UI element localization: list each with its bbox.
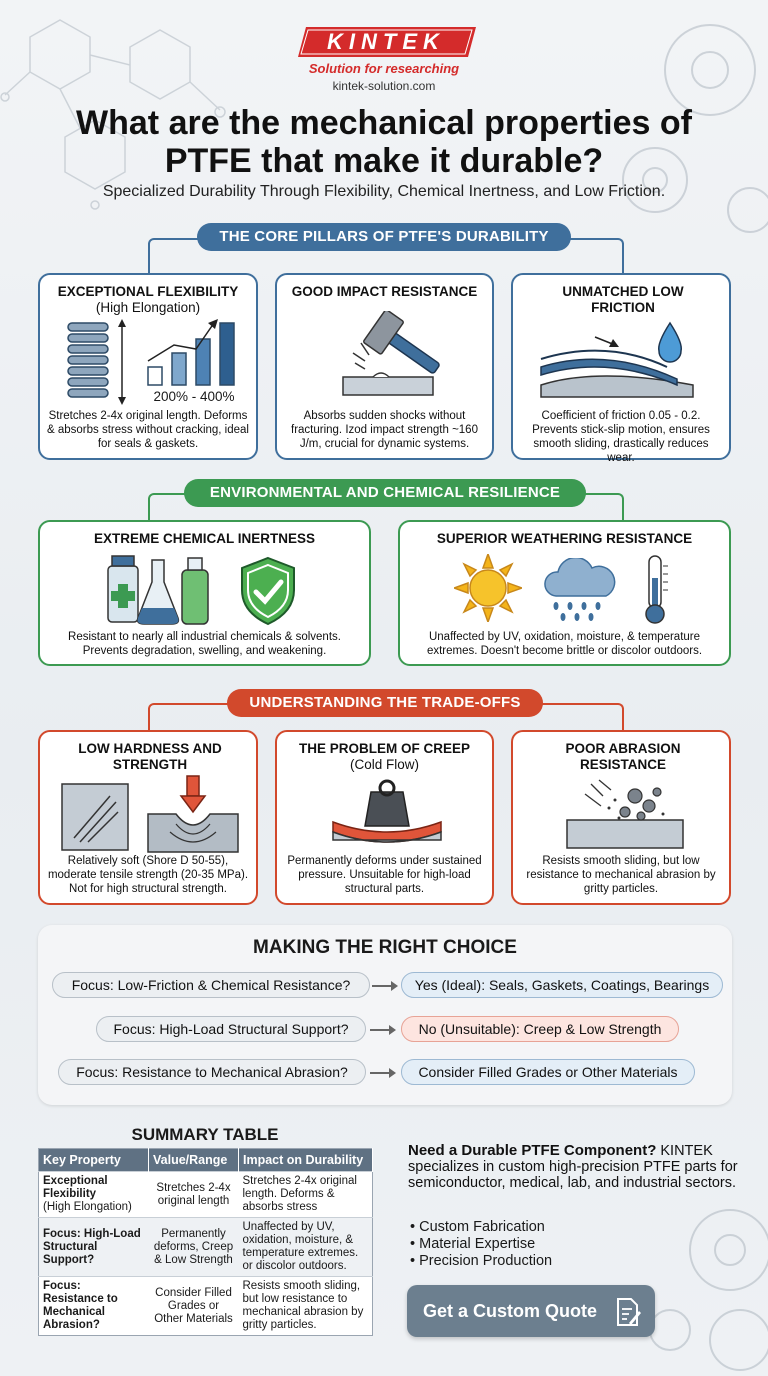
focus-pill: Focus: Resistance to Mechanical Abrasion? bbox=[58, 1059, 366, 1085]
arrow-icon bbox=[370, 1072, 394, 1074]
table-cell: Focus: High-Load Structural Support? bbox=[39, 1218, 149, 1277]
focus-pill: Focus: High-Load Structural Support? bbox=[96, 1016, 366, 1042]
gear-decoration-icon bbox=[640, 1180, 768, 1376]
website-link[interactable]: kintek-solution.com bbox=[332, 79, 436, 93]
hammer-icon bbox=[333, 311, 443, 401]
table-row bbox=[39, 1277, 373, 1336]
indent-arrow-icon bbox=[146, 774, 240, 854]
table-row bbox=[39, 1172, 373, 1218]
tagline: Solution for researching bbox=[308, 61, 460, 76]
document-edit-icon bbox=[615, 1297, 641, 1327]
spring-icon bbox=[62, 319, 132, 409]
table-cell: Focus: Resistance to Mechanical Abrasion? bbox=[39, 1277, 149, 1336]
cta-headline: Need a Durable PTFE Component? bbox=[408, 1142, 657, 1159]
table-cell: Unaffected by UV, oxidation, moisture, & temperature extremes. or discolor outdoors. bbox=[239, 1218, 373, 1277]
card-description: Resists smooth sliding, but low resistance to mechanical abrasion by gritty particles. bbox=[526, 855, 716, 895]
droplet-icon bbox=[655, 321, 685, 363]
rain-cloud-icon bbox=[542, 558, 618, 622]
table-cell: Consider Filled Grades or Other Materials bbox=[149, 1277, 239, 1336]
sun-icon bbox=[454, 554, 522, 622]
get-quote-label: Get a Custom Quote bbox=[423, 1301, 598, 1321]
card-description: Unaffected by UV, oxidation, moisture, & temperature extremes. Doesn't become brittle or discolor outdoors. bbox=[426, 631, 703, 657]
result-pill-yes: Yes (Ideal): Seals, Gaskets, Coatings, Bearings bbox=[401, 972, 723, 998]
chemical-bottles-icon bbox=[102, 554, 212, 626]
card-abrasion bbox=[511, 730, 731, 905]
result-pill-no: No (Unsuitable): Creep & Low Strength bbox=[401, 1016, 679, 1042]
card-impact bbox=[275, 273, 494, 460]
section-heading-tradeoffs: UNDERSTANDING THE TRADE-OFFS bbox=[227, 689, 543, 717]
list-item: • Material Expertise bbox=[410, 1236, 552, 1253]
card-creep bbox=[275, 730, 494, 905]
card-title: EXTREME CHEMICAL INERTNESS bbox=[93, 531, 316, 546]
card-title: LOW HARDNESS AND STRENGTH bbox=[78, 741, 222, 772]
summary-heading: SUMMARY TABLE bbox=[131, 1125, 279, 1144]
card-low-hardness bbox=[38, 730, 258, 905]
list-item: • Custom Fabrication bbox=[410, 1219, 552, 1236]
column-header: Value/Range bbox=[149, 1149, 239, 1172]
page-title: What are the mechanical properties of PTFE that make it durable? bbox=[76, 104, 692, 180]
table-cell: Stretches 2-4x original length bbox=[149, 1172, 239, 1218]
section-heading-environment: ENVIRONMENTAL AND CHEMICAL RESILIENCE bbox=[184, 479, 586, 507]
elongation-stat: 200% - 400% bbox=[153, 389, 235, 404]
card-weathering bbox=[398, 520, 731, 666]
table-row bbox=[39, 1218, 373, 1277]
card-subtitle: (Cold Flow) bbox=[349, 757, 419, 772]
card-title: SUPERIOR WEATHERING RESISTANCE bbox=[436, 531, 693, 546]
logo-text: KINTEK bbox=[327, 29, 445, 54]
card-description: Relatively soft (Shore D 50-55), moderate tensile strength (20-35 MPa). Not for high structural strength. bbox=[47, 855, 249, 895]
table-cell: Stretches 2-4x original length. Deforms & absorbs stress bbox=[239, 1172, 373, 1218]
result-pill-consider: Consider Filled Grades or Other Materials bbox=[401, 1059, 695, 1085]
table-cell: Exceptional Flexibility (High Elongation) bbox=[39, 1172, 149, 1218]
card-flexibility bbox=[38, 273, 258, 460]
focus-pill: Focus: Low-Friction & Chemical Resistance? bbox=[52, 972, 370, 998]
summary-table bbox=[38, 1148, 373, 1336]
cta-bullet-list bbox=[410, 1219, 552, 1270]
section-heading-core: THE CORE PILLARS OF PTFE'S DURABILITY bbox=[197, 223, 571, 251]
card-title: GOOD IMPACT RESISTANCE bbox=[291, 284, 478, 299]
arrow-icon bbox=[370, 1029, 394, 1031]
card-description: Stretches 2-4x original length. Deforms & absorbs stress without cracking, ideal for seals & gaskets. bbox=[47, 410, 249, 450]
cta-body: KINTEK specializes in custom high-precision PTFE parts for semiconductor, medical, lab, and industrial sectors. bbox=[408, 1143, 738, 1191]
card-description: Permanently deforms under sustained pressure. Unsuitable for high-load structural parts. bbox=[287, 855, 482, 895]
column-header: Impact on Durability bbox=[239, 1149, 373, 1172]
scratched-surface-icon bbox=[60, 782, 130, 852]
card-title: THE PROBLEM OF CREEP bbox=[298, 741, 470, 756]
card-low-friction bbox=[511, 273, 731, 464]
column-header: Key Property bbox=[39, 1149, 149, 1172]
table-header-row bbox=[39, 1149, 373, 1172]
card-description: Coefficient of friction 0.05 - 0.2. Prevents stick-slip motion, ensures smooth sliding, drastically reduces wear. bbox=[532, 410, 710, 464]
table-cell: Permanently deforms, Creep & Low Strength bbox=[149, 1218, 239, 1277]
card-title: POOR ABRASION RESISTANCE bbox=[565, 741, 681, 772]
table-cell: Resists smooth sliding, but low resistance to mechanical abrasion by gritty particles. bbox=[239, 1277, 373, 1336]
card-description: Absorbs sudden shocks without fracturing. Izod impact strength ~160 J/m, crucial for dynamic systems. bbox=[291, 410, 478, 450]
card-title: UNMATCHED LOW FRICTION bbox=[562, 284, 684, 315]
card-subtitle: (High Elongation) bbox=[95, 300, 201, 315]
thermometer-icon bbox=[640, 554, 670, 626]
card-description: Resistant to nearly all industrial chemicals & solvents. Prevents degradation, swelling, and weakening. bbox=[68, 631, 341, 657]
weight-icon bbox=[329, 778, 445, 852]
get-quote-button[interactable] bbox=[407, 1285, 655, 1337]
bar-chart-icon bbox=[144, 317, 240, 387]
arrow-icon bbox=[372, 985, 396, 987]
card-title: EXCEPTIONAL FLEXIBILITY bbox=[57, 284, 239, 299]
page-subtitle: Specialized Durability Through Flexibility, Chemical Inertness, and Low Friction. bbox=[102, 183, 666, 200]
cta-text bbox=[408, 1143, 753, 1191]
card-chemical-inertness bbox=[38, 520, 371, 666]
list-item: • Precision Production bbox=[410, 1253, 552, 1270]
shield-check-icon bbox=[238, 556, 298, 626]
abrasion-particles-icon bbox=[563, 778, 687, 852]
choice-heading: MAKING THE RIGHT CHOICE bbox=[253, 937, 517, 958]
